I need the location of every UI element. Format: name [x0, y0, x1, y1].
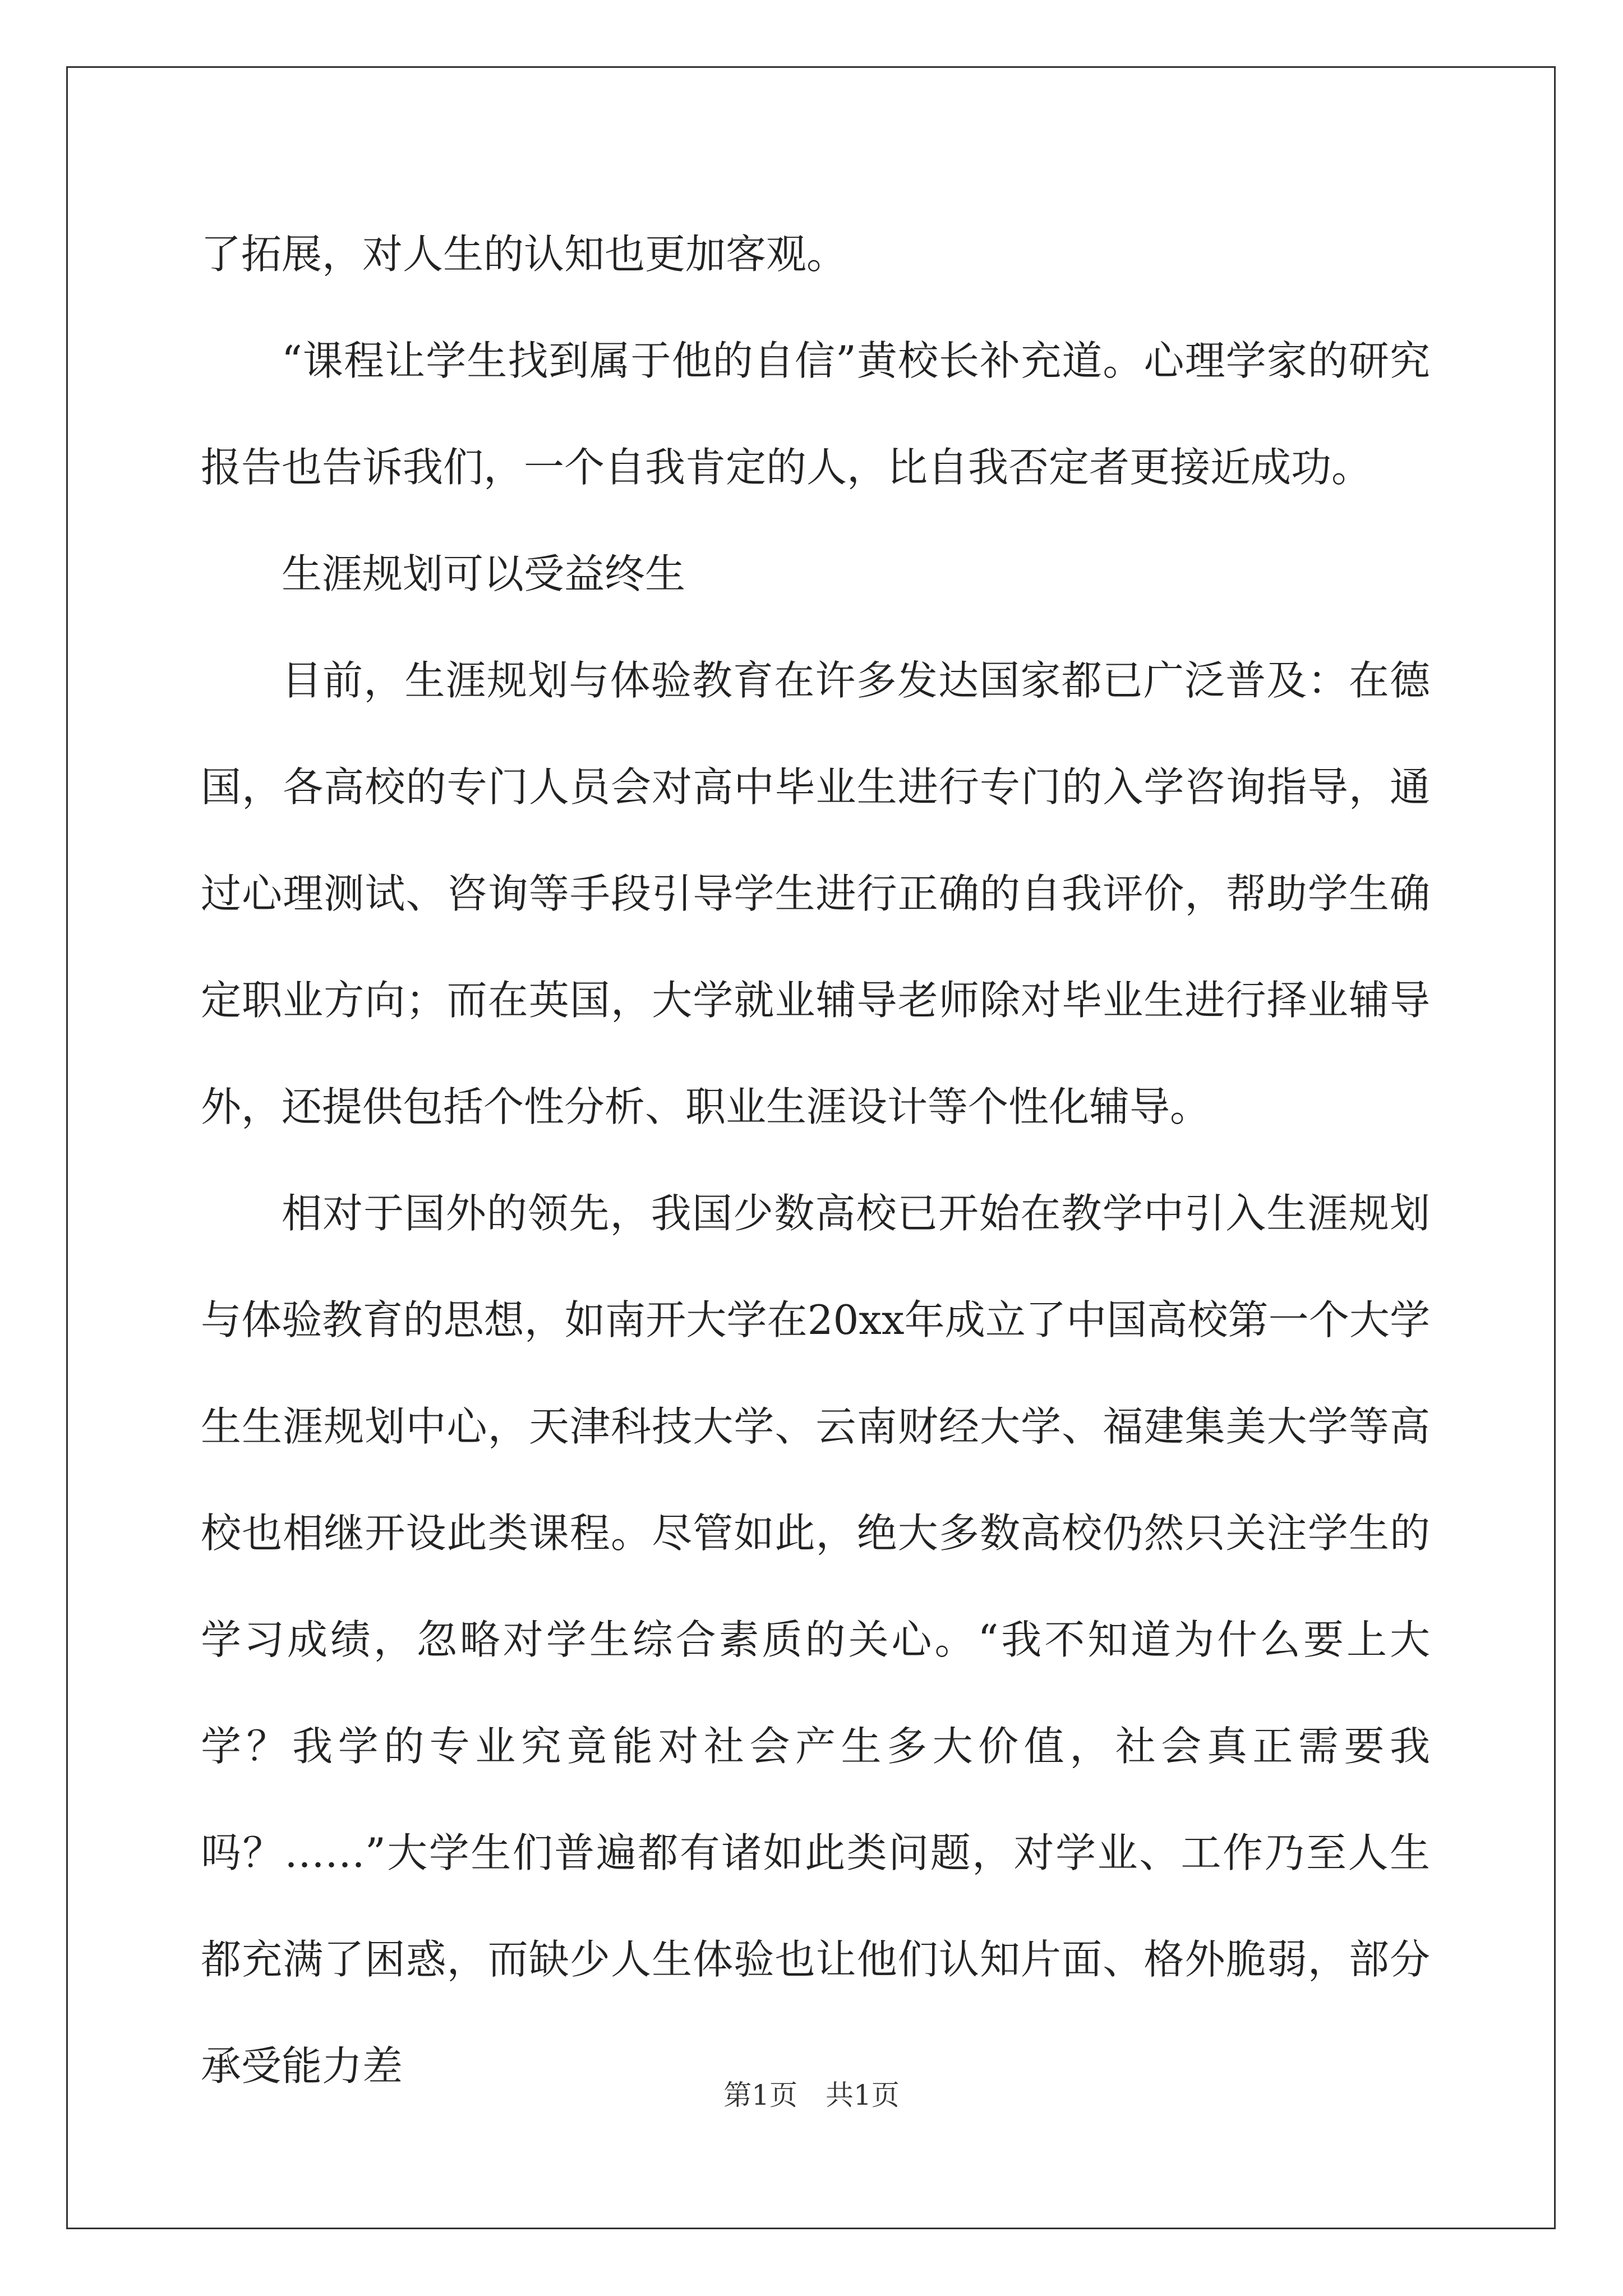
- paragraph-foreign-practice: 目前，生涯规划与体验教育在许多发达国家都已广泛普及：在德国，各高校的专门人员会对高中毕业生进行专门的入学咨询指导，通过心理测试、咨询等手段引导学生进行正确的自我评价，帮助学生确定职业方向；而在英国，大学就业辅导老师除对毕业生进行择业辅导外，还提供包括个性分析、职业生涯设计等个性化辅导。: [201, 657, 1430, 1130]
- section-heading: 生涯规划可以受益终生: [282, 550, 686, 597]
- paragraph-continuation: 了拓展，对人生的认知也更加客观。: [201, 231, 847, 278]
- paragraph-domestic-situation: 相对于国外的领先，我国少数高校已开始在教学中引入生涯规划与体验教育的思想，如南开大学在20xx年成立了中国高校第一个大学生生涯规划中心，天津科技大学、云南财经大学、福建集美大学等高校也相继开设此类课程。尽管如此，绝大多数高校仍然只关注学生的学习成绩，忽略对学生综合素质的关心。“我不知道为什么要上大学？我学的专业究竟能对社会产生多大价值，社会真正需要我吗？……”大学生们普遍都有诸如此类问题，对学业、工作乃至人生都充满了困惑，而缺少人生体验也让他们认知片面、格外脆弱，部分承受能力差: [201, 1190, 1430, 2090]
- page-footer: 第1页 共1页: [723, 2079, 900, 2111]
- paragraph-quote-confidence: “课程让学生找到属于他的自信”黄校长补充道。心理学家的研究报告也告诉我们，一个自我肯定的人，比自我否定者更接近成功。: [201, 337, 1430, 491]
- document-body: [201, 201, 1430, 2119]
